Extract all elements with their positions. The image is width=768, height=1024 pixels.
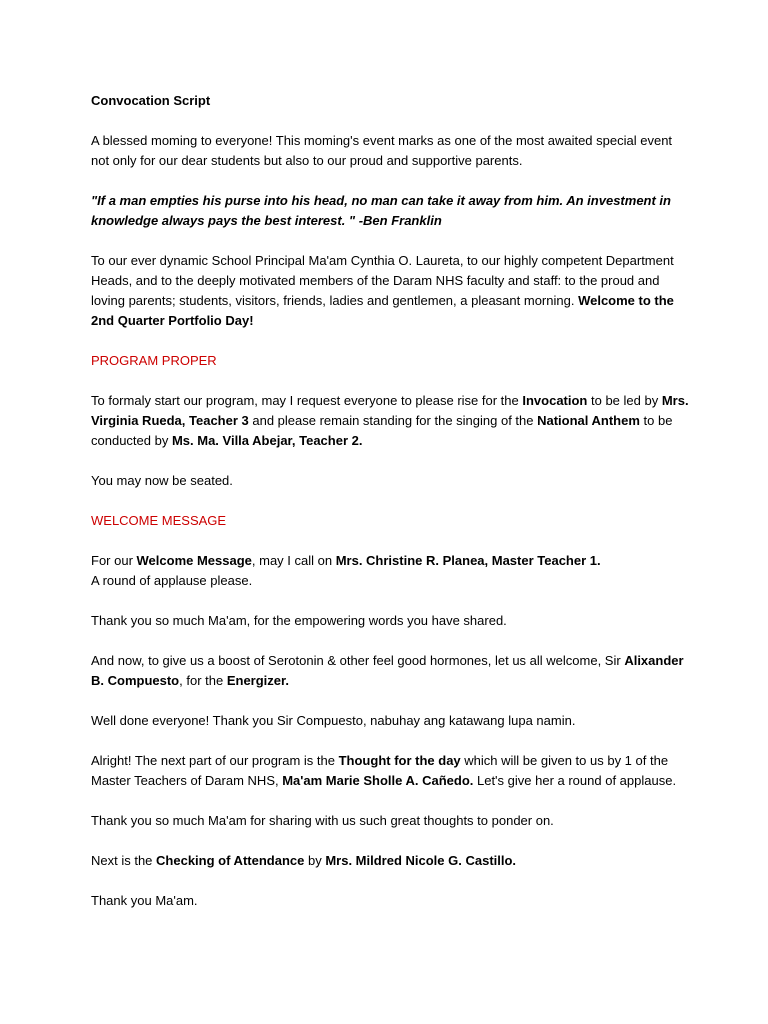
- energizer-paragraph: [91, 651, 691, 691]
- welcome-text-2: , may I call on: [251, 553, 336, 568]
- attendance-paragraph: [91, 851, 691, 871]
- energizer-bold-2: Energizer.: [226, 673, 289, 688]
- thought-bold-1: Thought for the day: [338, 753, 461, 768]
- energizer-bold-1: Alixander B. Compuesto: [91, 653, 684, 688]
- thanks-paragraph-3: Thank you Ma'am.: [91, 893, 198, 908]
- program-text-4: to be conducted by: [91, 413, 673, 448]
- thanks-paragraph-2: Thank you so much Ma'am for sharing with us such great thoughts to ponder on.: [91, 813, 554, 828]
- program-text-2: to be led by: [587, 393, 662, 408]
- attendance-text-2: by: [304, 853, 326, 868]
- attendance-bold-1: Checking of Attendance: [156, 853, 305, 868]
- program-paragraph: [91, 391, 691, 451]
- thanks-paragraph-1: Thank you so much Ma'am, for the empowering words you have shared.: [91, 613, 507, 628]
- program-bold-3: National Anthem: [537, 413, 640, 428]
- greeting-paragraph: [91, 251, 691, 331]
- thought-paragraph: [91, 751, 691, 791]
- thought-text-2: which will be given to us by 1 of the Master Teachers of Daram NHS,: [91, 753, 669, 788]
- welcome-bold-1: Welcome Message: [136, 553, 252, 568]
- well-done-paragraph: Well done everyone! Thank you Sir Compuesto, nabuhay ang katawang lupa namin.: [91, 713, 576, 728]
- program-bold-4: Ms. Ma. Villa Abejar, Teacher 2.: [171, 433, 363, 448]
- thought-text-1: Alright! The next part of our program is the: [91, 753, 339, 768]
- document-page: [91, 91, 691, 911]
- program-proper-heading: PROGRAM PROPER: [91, 353, 217, 368]
- program-text-3: and please remain standing for the singing of the: [248, 413, 538, 428]
- welcome-message-paragraph: [91, 551, 691, 591]
- thought-bold-2: Ma'am Marie Sholle A. Cañedo.: [282, 773, 474, 788]
- welcome-line-2: A round of applause please.: [91, 573, 253, 588]
- welcome-bold-2: Mrs. Christine R. Planea, Master Teacher 1.: [335, 553, 601, 568]
- welcome-text-1: For our: [91, 553, 137, 568]
- program-text-1: To formaly start our program, may I request everyone to please rise for the: [91, 393, 523, 408]
- quote-paragraph: "If a man empties his purse into his head, no man can take it away from him. An investment in knowledge always pays the best interest. " -Ben Franklin: [91, 193, 671, 228]
- seated-paragraph: You may now be seated.: [91, 473, 233, 488]
- thought-text-3: Let's give her a round of applause.: [473, 773, 677, 788]
- attendance-text-1: Next is the: [91, 853, 157, 868]
- program-bold-1: Invocation: [522, 393, 588, 408]
- energizer-text-2: , for the: [179, 673, 227, 688]
- attendance-bold-2: Mrs. Mildred Nicole G. Castillo.: [325, 853, 517, 868]
- program-bold-2: Mrs. Virginia Rueda, Teacher 3: [91, 393, 689, 428]
- greeting-text: To our ever dynamic School Principal Ma'am Cynthia O. Laureta, to our highly competent Department Heads, and to the deeply motivated members of the Daram NHS faculty and staff: to the proud and loving parents; students, visitors, friends, ladies and gentlemen, a pleasant morning.: [91, 253, 674, 308]
- energizer-text-1: And now, to give us a boost of Serotonin & other feel good hormones, let us all welcome, Sir: [91, 653, 625, 668]
- welcome-message-heading: WELCOME MESSAGE: [91, 513, 227, 528]
- intro-paragraph: A blessed moming to everyone! This moming's event marks as one of the most awaited special event not only for our dear students but also to our proud and supportive parents.: [91, 133, 673, 168]
- greeting-welcome: Welcome to the 2nd Quarter Portfolio Day!: [91, 293, 674, 328]
- document-title: Convocation Script: [91, 93, 211, 108]
